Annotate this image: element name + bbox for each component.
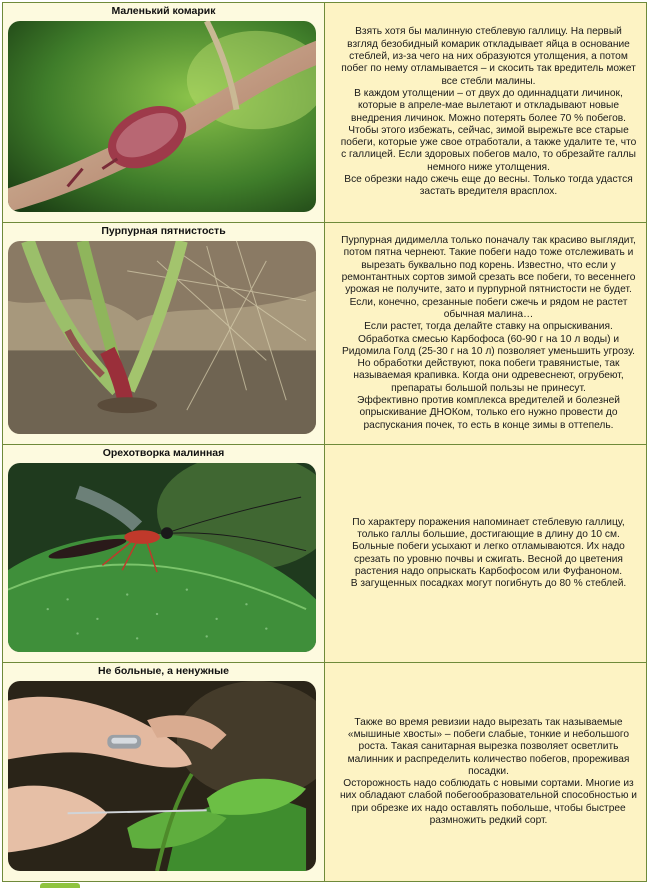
paragraph: Взять хотя бы малинную стеблевую галлицу. На первый взгляд безобидный комарик откладывает яйца в основание стеблей, из-за чего на них образуются утолщения, а потом побег по нему отламывается – и скосить так вредитель может все стебли малины. — [341, 26, 636, 87]
text-cell — [325, 223, 646, 444]
text-cell — [325, 445, 646, 662]
table-row — [3, 223, 646, 445]
paragraph: Также во время ревизии надо вырезать так называемые «мышиные хвосты» – побеги слабые, тонкие и небольшого роста. Такая санитарная вырезка позволяет осветлить малинник и распределить количество побегов, прореживая посадки. — [347, 716, 630, 777]
table-row — [3, 445, 646, 663]
table-row — [3, 663, 646, 881]
leaf-decoration — [40, 883, 80, 888]
paragraph: Если растет, тогда делайте ставку на опрыскивания. Обработка смесью Карбофоса (60-90 г на 10 л воды) и Ридомила Голд (25-30 г на 10 л) позволяет уменьшить угрозу. Но обработки действуют, пока побеги травянистые, так называемая крапивка. Когда они одревеснеют, огрубеют, препараты большой пользы не принесут. — [341, 321, 635, 394]
article-text — [339, 717, 638, 828]
paragraph: В загущенных посадках могут погибнуть до 80 % стеблей. — [350, 578, 627, 590]
paragraph: По характеру поражения напоминает стеблевую галлицу, только галлы большие, достигающие в длину до 10 см. Больные побеги усыхают и легко отламываются. Их надо срезать по уровню почвы и сжигать. Весной до цветения растения надо опрыскать Карбофосом или Фуфаноном. — [352, 516, 625, 577]
photo-cell — [3, 445, 325, 662]
paragraph: Эффективно против комплекса вредителей и болезней опрыскивание ДНОКом, только его нужно провести до распускания почек, то есть в конце зимы в оттепель. — [357, 394, 620, 431]
row-title: Не больные, а ненужные — [98, 665, 229, 677]
paragraph: Осторожность надо соблюдать с новыми сортами. Многие из них обладают слабой побегообразовательной способностью и при обрезке их надо оставлять побольше, чтобы быстрее размножить редкий сорт. — [340, 778, 637, 827]
paragraph: Пурпурная дидимелла только поначалу так красиво выглядит, потом пятна чернеют. Такие побеги надо тоже отслеживать и вырезать буквально под корень. Известно, что если у ремонтантных сортов зимой срезать все побеги, то весеннего урожая не получите, зато и пурпурной пятнистости не будет. Если, конечно, срезанные побеги сжечь и рядом не растет обычная малина… — [341, 235, 636, 320]
paragraph: Все обрезки надо сжечь еще до весны. Только тогда удастся застать вредителя врасплох. — [344, 173, 633, 198]
photo-cell — [3, 3, 325, 222]
photo-cell — [3, 663, 325, 881]
raspberry-stem-gall-photo — [8, 21, 316, 212]
photo-cell — [3, 223, 325, 444]
row-title: Пурпурная пятнистость — [101, 225, 226, 237]
table-row — [3, 3, 646, 223]
content-table — [2, 2, 647, 882]
article-text — [339, 26, 638, 198]
purple-spot-stems-photo — [8, 241, 316, 434]
article-text — [339, 235, 638, 432]
hands-pruning-shoot-photo — [8, 681, 316, 871]
text-cell — [325, 3, 646, 222]
gall-wasp-on-leaf-photo — [8, 463, 316, 652]
paragraph: В каждом утолщении – от двух до одиннадцати личинок, которые в апреле-мае вылетают и откладывают новые внедрения личинок. Можно потерять более 70 % побегов. Чтобы этого избежать, сейчас, зимой вырежьте все старые побеги, которые уже свое отработали, а также удалите те, что с галлицей. Если здоровых побегов мало, то обрезайте галлы немного ниже утолщения. — [340, 87, 637, 173]
row-title: Маленький комарик — [111, 5, 216, 17]
text-cell — [325, 663, 646, 881]
row-title: Орехотворка малинная — [102, 447, 225, 459]
article-text — [339, 517, 638, 591]
